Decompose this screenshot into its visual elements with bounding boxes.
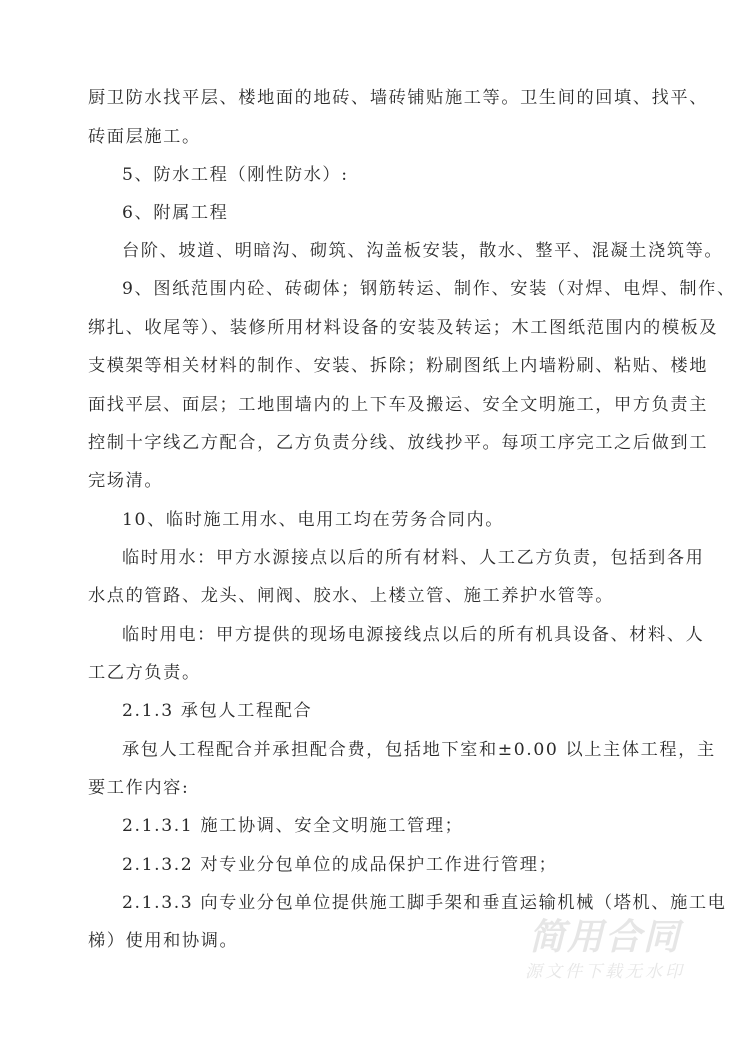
paragraph-line: 控制十字线乙方配合，乙方负责分线、放线抄平。每项工序完工之后做到工 — [88, 433, 708, 453]
paragraph-line: 工乙方负责。 — [88, 663, 201, 683]
paragraph-line: 完场清。 — [88, 471, 164, 491]
paragraph-line: 砖面层施工。 — [88, 127, 201, 147]
list-item: 2.1.3.3 向专业分包单位提供施工脚手架和垂直运输机械（塔机、施工电 — [122, 893, 727, 913]
paragraph-line: 要工作内容: — [88, 778, 190, 798]
watermark-subtitle: 源文件下载无水印 — [525, 962, 685, 982]
watermark-title: 简用合同 — [528, 917, 681, 958]
paragraph-line: 10、临时施工用水、电用工均在劳务合同内。 — [122, 510, 505, 530]
list-item: 2.1.3.1 施工协调、安全文明施工管理； — [122, 816, 464, 836]
section-heading-contractor-coordination: 2.1.3 承包人工程配合 — [122, 701, 313, 721]
list-item-continuation: 梯）使用和协调。 — [88, 931, 239, 951]
paragraph-line: 水点的管路、龙头、闸阀、胶水、上楼立管、施工养护水管等。 — [88, 586, 615, 606]
section-heading-ancillary-works: 6、附属工程 — [122, 203, 229, 223]
section-heading-waterproofing: 5、防水工程（刚性防水）: — [122, 165, 349, 185]
list-item: 2.1.3.2 对专业分包单位的成品保护工作进行管理； — [122, 855, 558, 875]
paragraph-line: 承包人工程配合并承担配合费，包括地下室和±0.00 以上主体工程，主 — [122, 740, 716, 760]
paragraph-line: 临时用水：甲方水源接点以后的所有材料、人工乙方负责，包括到各用 — [122, 548, 705, 568]
paragraph-line: 面找平层、面层；工地围墙内的上下车及搬运、安全文明施工，甲方负责主 — [88, 395, 708, 415]
paragraph-line: 临时用电：甲方提供的现场电源接线点以后的所有机具设备、材料、人 — [122, 625, 705, 645]
paragraph-line: 支模架等相关材料的制作、安装、拆除；粉刷图纸上内墙粉刷、粘贴、楼地 — [88, 356, 708, 376]
paragraph-line: 绑扎、收尾等）、装修所用材料设备的安装及转运；木工图纸范围内的模板及 — [88, 318, 719, 338]
paragraph-line: 台阶、坡道、明暗沟、砌筑、沟盖板安装，散水、整平、混凝土浇筑等。 — [122, 241, 724, 261]
paragraph-line: 厨卫防水找平层、楼地面的地砖、墙砖铺贴施工等。卫生间的回填、找平、 — [88, 88, 708, 108]
paragraph-line: 9、图纸范围内砼、砖砌体；钢筋转运、制作、安装（对焊、电焊、制作、 — [122, 279, 736, 299]
watermark — [505, 918, 705, 984]
